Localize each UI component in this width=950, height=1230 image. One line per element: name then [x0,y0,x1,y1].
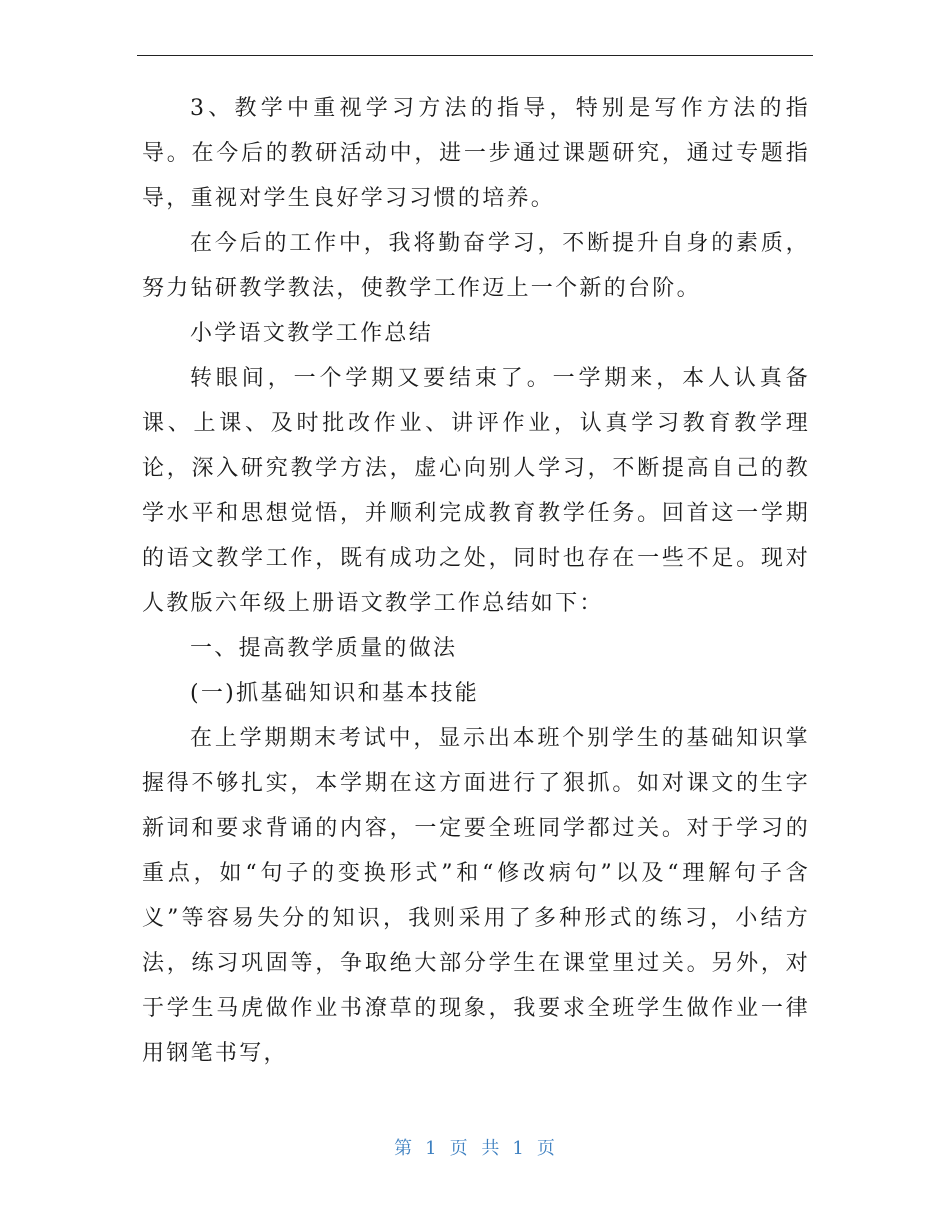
subsection-heading: (一)抓基础知识和基本技能 [190,681,480,706]
footer-prefix: 第 [394,1138,414,1159]
page-footer [0,1134,950,1160]
header-rule [137,55,813,56]
paragraph: 转眼间，一个学期又要结束了。一学期来，本人认真备课、上课、及时批改作业、讲评作业，认真学习教育教学理论，深入研究教学方法，虚心向别人学习，不断提高自己的教学水平和思想觉悟，并顺利完成教育教学任务。回首这一学期的语文教学工作，既有成功之处，同时也存在一些不足。现对人教版六年级上册语文教学工作总结如下： [142,366,810,616]
footer-total-pages: 1 [512,1138,525,1159]
footer-middle: 页 共 [449,1138,501,1159]
paragraph: 在今后的工作中，我将勤奋学习，不断提升自身的素质，努力钻研教学教法，使教学工作迈上一个新的台阶。 [142,231,810,301]
footer-suffix: 页 [536,1138,556,1159]
paragraph: 在上学期期末考试中，显示出本班个别学生的基础知识掌握得不够扎实，本学期在这方面进行了狠抓。如对课文的生字新词和要求背诵的内容，一定要全班同学都过关。对于学习的重点，如“句子的变换形式”和“修改病句”以及“理解句子含义”等容易失分的知识，我则采用了多种形式的练习，小结方法，练习巩固等，争取绝大部分学生在课堂里过关。另外，对于学生马虎做作业书潦草的现象，我要求全班学生做作业一律用钢笔书写， [142,726,810,1066]
paragraph: 3、教学中重视学习方法的指导，特别是写作方法的指导。在今后的教研活动中，进一步通过课题研究，通过专题指导，重视对学生良好学习习惯的培养。 [142,96,810,211]
document-body [142,86,810,1076]
section-title: 小学语文教学工作总结 [190,321,434,346]
section-heading: 一、提高教学质量的做法 [190,636,458,661]
footer-page-number: 1 [425,1138,438,1159]
